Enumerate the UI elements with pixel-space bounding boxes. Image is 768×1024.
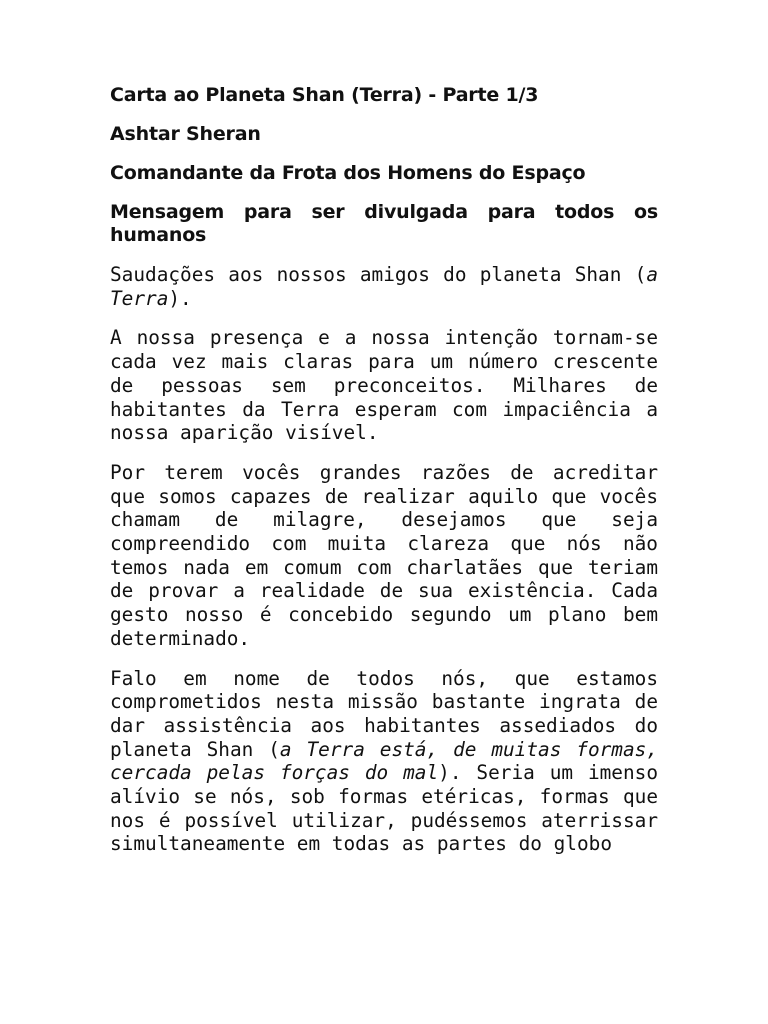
paragraph-greeting xyxy=(110,263,658,310)
document-page xyxy=(110,84,658,872)
document-title: Carta ao Planeta Shan (Terra) - Parte 1/3 xyxy=(110,84,539,106)
paragraph-text: Falo em nome de todos nós, que estamos comprometidos nesta missão bastante ingrata de dar assistência aos habitantes assediados do planeta Shan ( xyxy=(110,666,658,761)
emphasis-text: a Terra xyxy=(110,263,658,310)
paragraph-mission xyxy=(110,667,658,857)
author-name: Ashtar Sheran xyxy=(110,123,261,145)
paragraph-presence: A nossa presença e a nossa intenção tornam-se cada vez mais claras para um número crescente de pessoas sem preconceitos. Milhares de habitantes da Terra esperam com impaciência a nossa aparição visível. xyxy=(110,326,658,445)
emphasis-text: a Terra está, de muitas formas, cercada pelas forças do mal xyxy=(110,737,658,785)
paragraph-text: ). Seria um imenso alívio se nós, sob formas etéricas, formas que nos é possível utilizar, pudéssemos aterrissar simultaneamente em todas as partes do globo xyxy=(110,761,659,856)
message-subtitle: Mensagem para ser divulgada para todos os humanos xyxy=(110,201,658,246)
paragraph-text: ). xyxy=(168,286,192,310)
author-role: Comandante da Frota dos Homens do Espaço xyxy=(110,162,586,184)
paragraph-text: Saudações aos nossos amigos do planeta Shan ( xyxy=(110,263,647,286)
paragraph-miracles: Por terem vocês grandes razões de acreditar que somos capazes de realizar aquilo que vocês chamam de milagre, desejamos que seja compreendido com muita clareza que nós não temos nada em comum com charlatães que teriam de provar a realidade de sua existência. Cada gesto nosso é concebido segundo um plano bem determinado. xyxy=(110,460,658,650)
